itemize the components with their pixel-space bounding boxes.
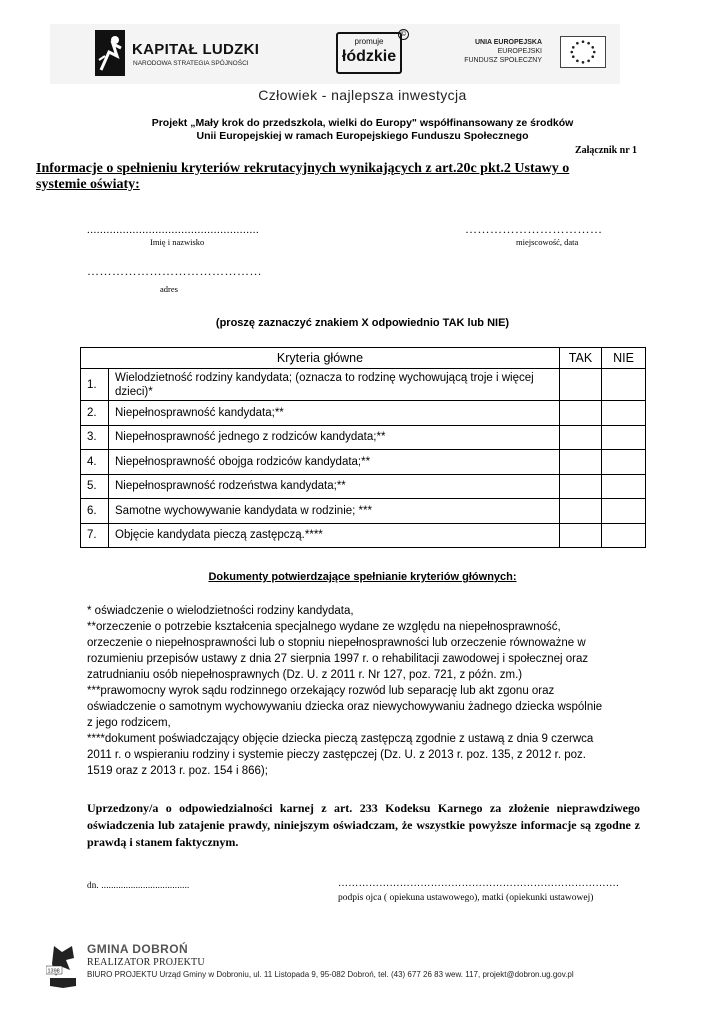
row-number: 7. [81,523,109,548]
yes-checkbox-cell[interactable] [560,450,602,475]
instruction-text: (proszę zaznaczyć znakiem X odpowiednio TAK lub NIE) [215,317,510,329]
footer-role: REALIZATOR PROJEKTU [87,957,205,968]
footnote-line: zatrudnianiu osób niepełnosprawnych (Dz. U. z 2011 r. Nr 127, poz. 721, z późn. zm.) [87,669,523,681]
footnote-line: orzeczenie o niepełnosprawności lub o stopniu niepełnosprawności lub orzeczenie równoważne w [87,637,586,649]
row-number: 2. [81,401,109,426]
eu-flag-icon [560,36,606,68]
document-title-line-1: Informacje o spełnieniu kryteriów rekrutacyjnych wynikających z art.20c pkt.2 Ustawy o [36,161,570,176]
footnote-line: 1519 oraz z 2013 r. poz. 154 i 866); [87,765,268,777]
slogan: Człowiek - najlepsza inwestycja [258,87,467,103]
no-checkbox-cell[interactable] [602,474,646,499]
footnotes [87,603,652,779]
project-line-1: Projekt „Mały krok do przedszkola, wielki do Europy" współfinansowany ze środków [151,117,574,129]
footnote-line: rozumieniu przepisów ustawy z dnia 27 sierpnia 1997 r. o rehabilitacji zawodowej i społecznej oraz [87,653,589,665]
logo-band [50,24,620,84]
crest-year: 1398 [47,968,60,975]
place-date-field-dots[interactable]: …………………………… [465,222,603,236]
row-criterion: Samotne wychowywanie kandydata w rodzinie; *** [109,499,560,524]
row-number: 3. [81,425,109,450]
criteria-table [80,347,646,548]
row-criterion: Objęcie kandydata pieczą zastępczą.**** [109,523,560,548]
table-row [81,523,646,548]
table-row [81,369,646,401]
lodzkie-logo-top: promuje [354,37,384,46]
place-date-field-label: miejscowość, data [516,237,579,247]
no-checkbox-cell[interactable] [602,523,646,548]
footnote-line: **orzeczenie o potrzebie kształcenia specjalnego wydane ze względu na niepełnosprawność, [87,621,561,633]
no-checkbox-cell[interactable] [602,425,646,450]
yes-checkbox-cell[interactable] [560,369,602,401]
footnote-line: ****dokument poświadczający objęcie dziecka pieczą zastępczą zgodnie z ustawą z dnia 9 czerwca [87,733,594,745]
address-field-dots[interactable]: …………………………………… [87,264,262,278]
row-number: 6. [81,499,109,524]
footer-gmina-name: GMINA DOBROŃ [87,942,189,956]
kapital-ludzki-subtitle: NARODOWA STRATEGIA SPÓJNOŚCI [133,60,249,67]
row-criterion: Niepełnosprawność kandydata;** [109,401,560,426]
documents-heading: Dokumenty potwierdzające spełnianie kryteriów głównych: [208,571,517,583]
no-checkbox-cell[interactable] [602,450,646,475]
footer-address: BIURO PROJEKTU Urząd Gminy w Dobroniu, ul. 11 Listopada 9, 95-082 Dobroń, tel. (43) 677 26 83 wew. 117, projekt@dobron.ug.gov.pl [87,970,574,979]
copyright-mark: © [398,29,409,40]
header-yes: TAK [560,348,602,369]
row-criterion: Niepełnosprawność obojga rodziców kandydata;** [109,450,560,475]
footnote-line: oświadczenie o samotnym wychowywaniu dziecka oraz niewychowywaniu żadnego dziecka wspólnie [87,701,603,713]
header-criteria: Kryteria główne [81,348,560,369]
header-no: NIE [602,348,646,369]
yes-checkbox-cell[interactable] [560,499,602,524]
footnote-line: * oświadczenie o wielodzietności rodziny kandydata, [87,605,354,617]
declaration-text: Uprzedzony/a o odpowiedzialności karnej z art. 233 Kodeksu Karnego za złożenie nieprawdziwego oświadczenia lub zatajenie prawdy, niniejszym oświadczam, że wszystkie powyższe informacje są zgodne z prawdą i stanem faktycznym. [87,801,640,849]
table-row [81,474,646,499]
table-row [81,425,646,450]
eu-line-1: UNIA EUROPEJSKA [474,39,542,46]
footnote-line: ***prawomocny wyrok sądu rodzinnego orzekający rozwód lub separację lub akt zgonu oraz [87,685,555,697]
kapital-ludzki-title: KAPITAŁ LUDZKI [132,41,260,58]
yes-checkbox-cell[interactable] [560,425,602,450]
table-row [81,499,646,524]
row-criterion-line-1: Wielodzietność rodziny kandydata; (oznacza to rodzinę wychowującą troje i więcej [115,371,534,384]
lodzkie-logo-main: łódzkie [341,48,397,65]
row-criterion: Niepełnosprawność jednego z rodziców kandydata;** [109,425,560,450]
table-row [81,450,646,475]
yes-checkbox-cell[interactable] [560,401,602,426]
project-info [0,117,725,143]
yes-checkbox-cell[interactable] [560,474,602,499]
lodzkie-logo [336,32,402,74]
kapital-ludzki-logo-icon [95,30,125,76]
no-checkbox-cell[interactable] [602,499,646,524]
name-field-label: Imię i nazwisko [150,237,205,247]
row-number: 5. [81,474,109,499]
eu-line-3: FUNDUSZ SPOŁECZNY [464,57,542,64]
name-field-dots[interactable]: ..................................................... [87,224,260,236]
row-criterion: Niepełnosprawność rodzeństwa kandydata;** [109,474,560,499]
eu-logo-text [464,38,542,65]
yes-checkbox-cell[interactable] [560,523,602,548]
table-row [81,401,646,426]
eu-line-2: EUROPEJSKI [497,48,542,55]
row-criterion-line-2: dzieci)* [115,385,153,398]
footnote-line: z jego rodzicem, [87,717,171,729]
footnote-line: 2011 r. o wspieraniu rodziny i systemie pieczy zastępczej (Dz. U. z 2013 r. poz. 135, z 2012 r. poz. [87,749,587,761]
table-header-row [81,348,646,369]
no-checkbox-cell[interactable] [602,369,646,401]
signature-field-label: podpis ojca ( opiekuna ustawowego), matki (opiekunki ustawowej) [338,893,594,903]
document-title [36,161,636,193]
row-number: 1. [81,369,109,401]
address-field-label: adres [160,284,178,294]
row-number: 4. [81,450,109,475]
signature-date-field[interactable]: dn. .................................... [87,880,190,890]
annex-label: Załącznik nr 1 [574,145,637,156]
signature-field-dots[interactable]: ………………………………………………………………………. [338,878,619,889]
document-title-line-2: systemie oświaty: [36,177,140,192]
no-checkbox-cell[interactable] [602,401,646,426]
gmina-crest-icon [46,942,80,988]
row-criterion [109,369,560,401]
project-line-2: Unii Europejskiej w ramach Europejskiego Funduszu Społecznego [196,130,529,142]
